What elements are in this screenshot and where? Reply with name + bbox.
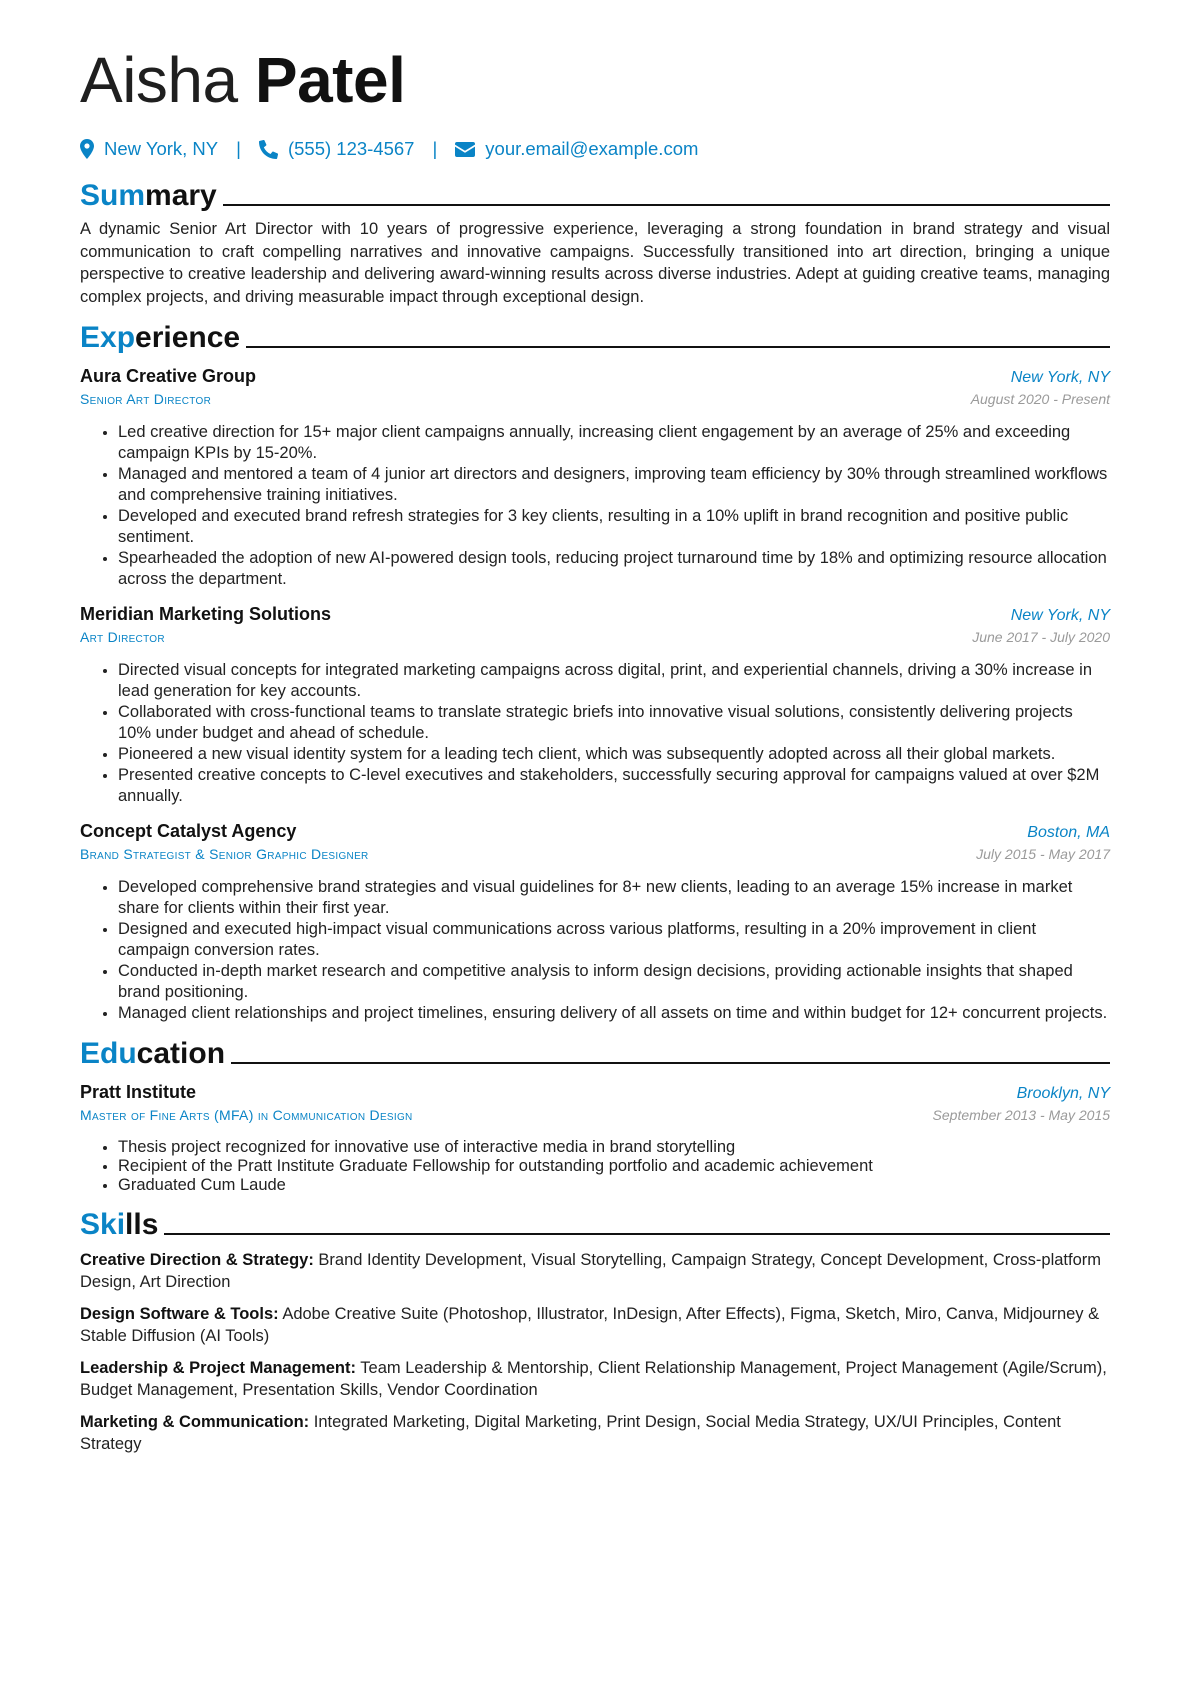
bullet-list xyxy=(80,1138,1110,1195)
skill-label: Creative Direction & Strategy: xyxy=(80,1251,314,1269)
list-item: • Developed and executed brand refresh strategies for 3 key clients, resulting in a 10% uplift in brand recognition and positive public sentiment. xyxy=(118,506,1110,548)
company-name: Concept Catalyst Agency xyxy=(80,821,297,841)
list-item: • Designed and executed high-impact visual communications across various platforms, resulting in a 20% improvement in client campaign conversion rates. xyxy=(118,919,1110,961)
summary-heading xyxy=(80,178,1110,214)
first-name: Aisha xyxy=(80,44,238,116)
location-text: New York, NY xyxy=(104,138,219,159)
entry-dates: July 2015 - May 2017 xyxy=(976,846,1110,862)
entry-dates: June 2017 - July 2020 xyxy=(972,629,1110,645)
skill-text: Integrated Marketing, Digital Marketing, Print Design, Social Media Strategy, UX/UI Principles, Content Strategy xyxy=(80,1413,1061,1453)
experience-heading xyxy=(80,320,1110,356)
skill-text: Brand Identity Development, Visual Storytelling, Campaign Strategy, Concept Development, Cross-platform Design, Art Direction xyxy=(80,1251,1102,1291)
company-name: Meridian Marketing Solutions xyxy=(80,604,332,624)
skill-text: Team Leadership & Mentorship, Client Relationship Management, Project Management (Agile/Scrum), Budget Management, Presentation Skills, Vendor Coordination xyxy=(80,1359,1107,1399)
company-name: Aura Creative Group xyxy=(80,366,257,386)
experience-entry xyxy=(80,602,1110,807)
entry-location: New York, NY xyxy=(1010,607,1110,624)
skill-group xyxy=(80,1411,1110,1455)
list-item: • Managed and mentored a team of 4 junior art directors and designers, improving team efficiency by 30% through streamlined workflows and comprehensive training initiatives. xyxy=(118,464,1110,506)
list-item: • Recipient of the Pratt Institute Graduate Fellowship for outstanding portfolio and academic achievement xyxy=(118,1157,1110,1176)
map-pin-icon xyxy=(80,139,94,159)
list-item: • Graduated Cum Laude xyxy=(118,1176,1110,1195)
contact-location xyxy=(80,138,218,160)
education-title: Education xyxy=(80,1037,226,1070)
skill-group xyxy=(80,1357,1110,1401)
education-entry xyxy=(80,1080,1110,1195)
bullet-list xyxy=(80,422,1110,590)
contact-info xyxy=(80,136,1110,162)
bullet-list xyxy=(80,877,1110,1024)
section-divider xyxy=(246,346,1110,348)
summary-title: Summary xyxy=(80,179,217,212)
candidate-name xyxy=(80,42,1110,118)
list-item: • Thesis project recognized for innovative use of interactive media in brand storytelling xyxy=(118,1138,1110,1157)
experience-entry xyxy=(80,819,1110,1024)
skills-title: Skills xyxy=(80,1208,159,1241)
list-item: • Directed visual concepts for integrated marketing campaigns across digital, print, and experiential channels, driving a 30% increase in lead generation for key accounts. xyxy=(118,660,1110,702)
last-name: Patel xyxy=(254,44,406,116)
list-item: • Managed client relationships and project timelines, ensuring delivery of all assets on time and within budget for 12+ concurrent projects. xyxy=(118,1003,1110,1024)
contact-phone[interactable] xyxy=(259,138,415,160)
experience-entry xyxy=(80,364,1110,590)
degree-title: Master of Fine Arts (MFA) in Communication Design xyxy=(80,1107,413,1123)
list-item: • Spearheaded the adoption of new AI-powered design tools, reducing project turnaround time by 18% and optimizing resource allocation across the department. xyxy=(118,548,1110,590)
skill-text: Adobe Creative Suite (Photoshop, Illustrator, InDesign, After Effects), Figma, Sketch, Miro, Canva, Midjourney & Stable Diffusion (AI Tools) xyxy=(80,1305,1100,1345)
entry-location: New York, NY xyxy=(1010,369,1110,386)
experience-title: Experience xyxy=(80,321,241,354)
job-title: Brand Strategist & Senior Graphic Designer xyxy=(80,846,369,862)
section-divider xyxy=(223,204,1110,206)
job-title: Senior Art Director xyxy=(80,391,212,407)
entry-dates: August 2020 - Present xyxy=(970,391,1110,407)
job-title: Art Director xyxy=(80,629,165,645)
summary-text: A dynamic Senior Art Director with 10 years of progressive experience, leveraging a strong foundation in brand strategy and visual communication to craft compelling narratives and innovative campaigns. Successfully transitioned into art direction, bringing a unique perspective to creative leadership and delivering award-winning results across diverse industries. Adept at guiding creative teams, managing complex projects, and driving measurable impact through exceptional design. xyxy=(80,220,1110,306)
list-item: • Pioneered a new visual identity system for a leading tech client, which was subsequently adopted across all their global markets. xyxy=(118,744,1110,765)
phone-icon xyxy=(259,140,278,159)
skill-label: Marketing & Communication: xyxy=(80,1413,310,1431)
phone-text: (555) 123-4567 xyxy=(287,138,415,159)
contact-email[interactable] xyxy=(455,138,698,160)
section-divider xyxy=(164,1233,1110,1235)
list-item: • Collaborated with cross-functional teams to translate strategic briefs into innovative visual solutions, consistently delivering projects 10% under budget and ahead of schedule. xyxy=(118,702,1110,744)
education-heading xyxy=(80,1036,1110,1072)
skill-group xyxy=(80,1303,1110,1347)
list-item: • Developed comprehensive brand strategies and visual guidelines for 8+ new clients, leading to an average 15% increase in market share for clients within their first year. xyxy=(118,877,1110,919)
section-divider xyxy=(231,1062,1110,1064)
skills-heading xyxy=(80,1207,1110,1243)
skill-label: Design Software & Tools: xyxy=(80,1305,279,1323)
entry-dates: September 2013 - May 2015 xyxy=(932,1107,1110,1123)
bullet-list xyxy=(80,660,1110,807)
email-text: your.email@example.com xyxy=(485,138,699,159)
skill-label: Leadership & Project Management: xyxy=(80,1359,356,1377)
school-name: Pratt Institute xyxy=(80,1082,197,1102)
envelope-icon xyxy=(455,142,475,157)
list-item: • Presented creative concepts to C-level executives and stakeholders, successfully securing approval for campaigns valued at over $2M annually. xyxy=(118,765,1110,807)
skill-group xyxy=(80,1249,1110,1293)
entry-location: Brooklyn, NY xyxy=(1016,1085,1110,1102)
entry-location: Boston, MA xyxy=(1027,824,1110,841)
list-item: • Conducted in-depth market research and competitive analysis to inform design decisions, providing actionable insights that shaped brand positioning. xyxy=(118,961,1110,1003)
list-item: • Led creative direction for 15+ major client campaigns annually, increasing client engagement by an average of 25% and exceeding campaign KPIs by 15-20%. xyxy=(118,422,1110,464)
contact-separator: | xyxy=(236,138,241,159)
contact-separator: | xyxy=(432,138,438,159)
